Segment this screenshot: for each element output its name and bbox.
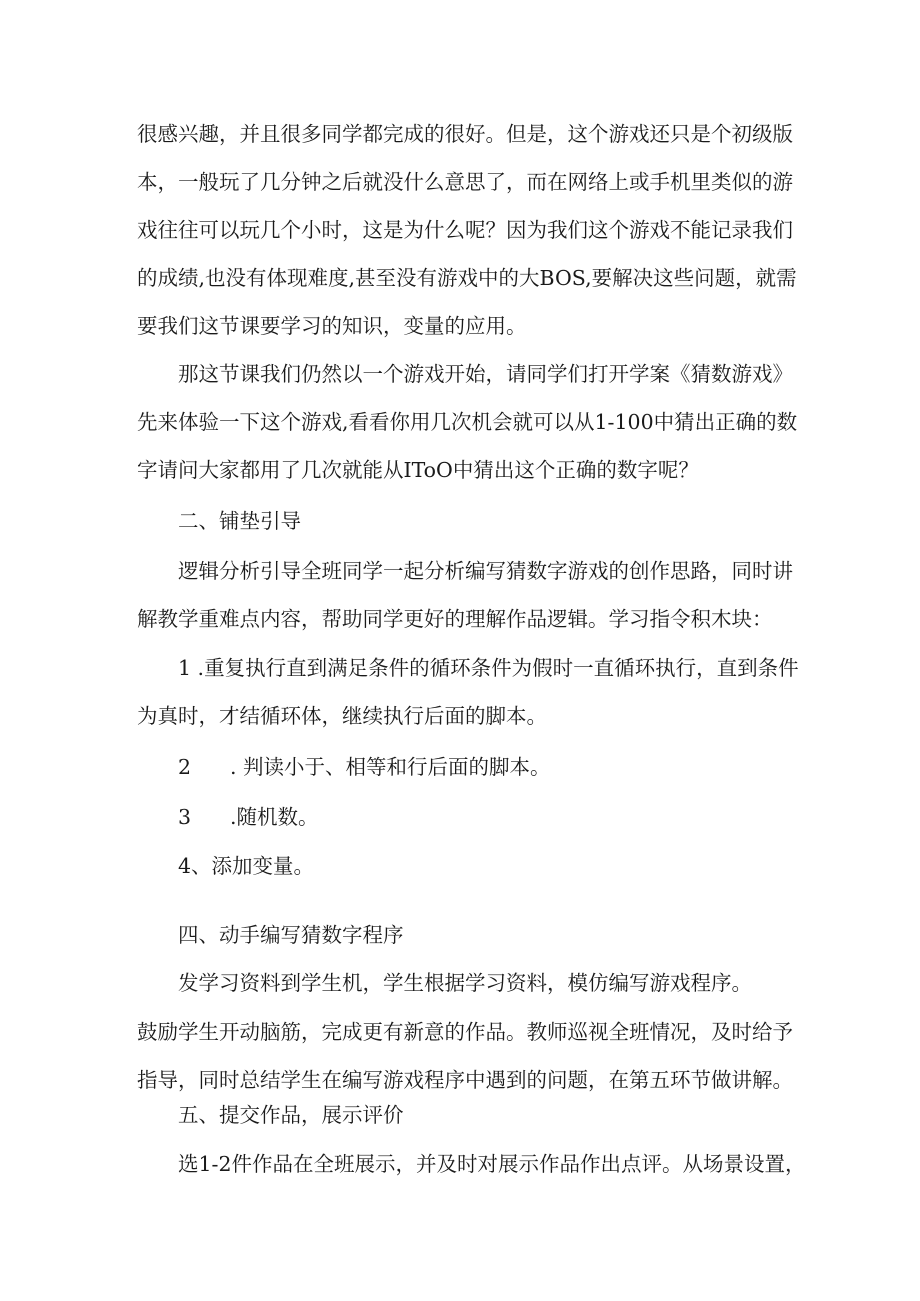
- list-item: 为真时，才结循环体，继续执行后面的脚本。: [137, 704, 547, 728]
- list-item: .随机数。: [230, 805, 319, 829]
- paragraph-line: 本，一般玩了几分钟之后就没什么意思了，而在网络上或手机里类似的游: [137, 170, 793, 194]
- list-item: 4、添加变量。: [178, 854, 315, 878]
- paragraph-line: 鼓励学生开动脑筋，完成更有新意的作品。教师巡视全班情况，及时给予: [137, 1020, 793, 1044]
- paragraph-line: 先来体验一下这个游戏,看看你用几次机会就可以从1-100中猜出正确的数: [137, 410, 798, 434]
- paragraph-line: 指导，同时总结学生在编写游戏程序中遇到的问题，在第五环节做讲解。: [137, 1068, 793, 1092]
- paragraph-line: 发学习资料到学生机，学生根据学习资料，模仿编写游戏程序。: [178, 971, 752, 995]
- list-item-number: 2: [178, 755, 192, 779]
- paragraph-line: 字请问大家都用了几次就能从IToO中猜出这个正确的数字呢？: [137, 458, 699, 482]
- section-heading: 四、动手编写猜数字程序: [178, 923, 404, 947]
- paragraph-line: 要我们这节课要学习的知识，变量的应用。: [137, 314, 527, 338]
- paragraph-line: 很感兴趣，并且很多同学都完成的很好。但是，这个游戏还只是个初级版: [137, 122, 793, 146]
- paragraph-line: 的成绩,也没有体现难度,甚至没有游戏中的大BOS,要解决这些问题，就需: [137, 266, 797, 290]
- paragraph-line: 逻辑分析引导全班同学一起分析编写猜数字游戏的创作思路，同时讲: [178, 559, 793, 583]
- paragraph-line: 选1-2件作品在全班展示，并及时对展示作品作出点评。从场景设置，: [178, 1152, 806, 1176]
- section-heading: 二、铺垫引导: [178, 509, 301, 533]
- paragraph-line: 解教学重难点内容，帮助同学更好的理解作品逻辑。学习指令积木块：: [137, 607, 773, 631]
- section-heading: 五、提交作品，展示评价: [178, 1103, 404, 1127]
- list-item-number: 3: [178, 805, 192, 829]
- list-item: . 判读小于、相等和行后面的脚本。: [230, 755, 551, 779]
- list-item: 1 .重复执行直到满足条件的循环条件为假时一直循环执行，直到条件: [178, 656, 799, 680]
- paragraph-line: 戏往往可以玩几个小时，这是为什么呢？因为我们这个游戏不能记录我们: [137, 218, 793, 242]
- paragraph-line: 那这节课我们仍然以一个游戏开始，请同学们打开学案《猜数游戏》: [178, 362, 793, 386]
